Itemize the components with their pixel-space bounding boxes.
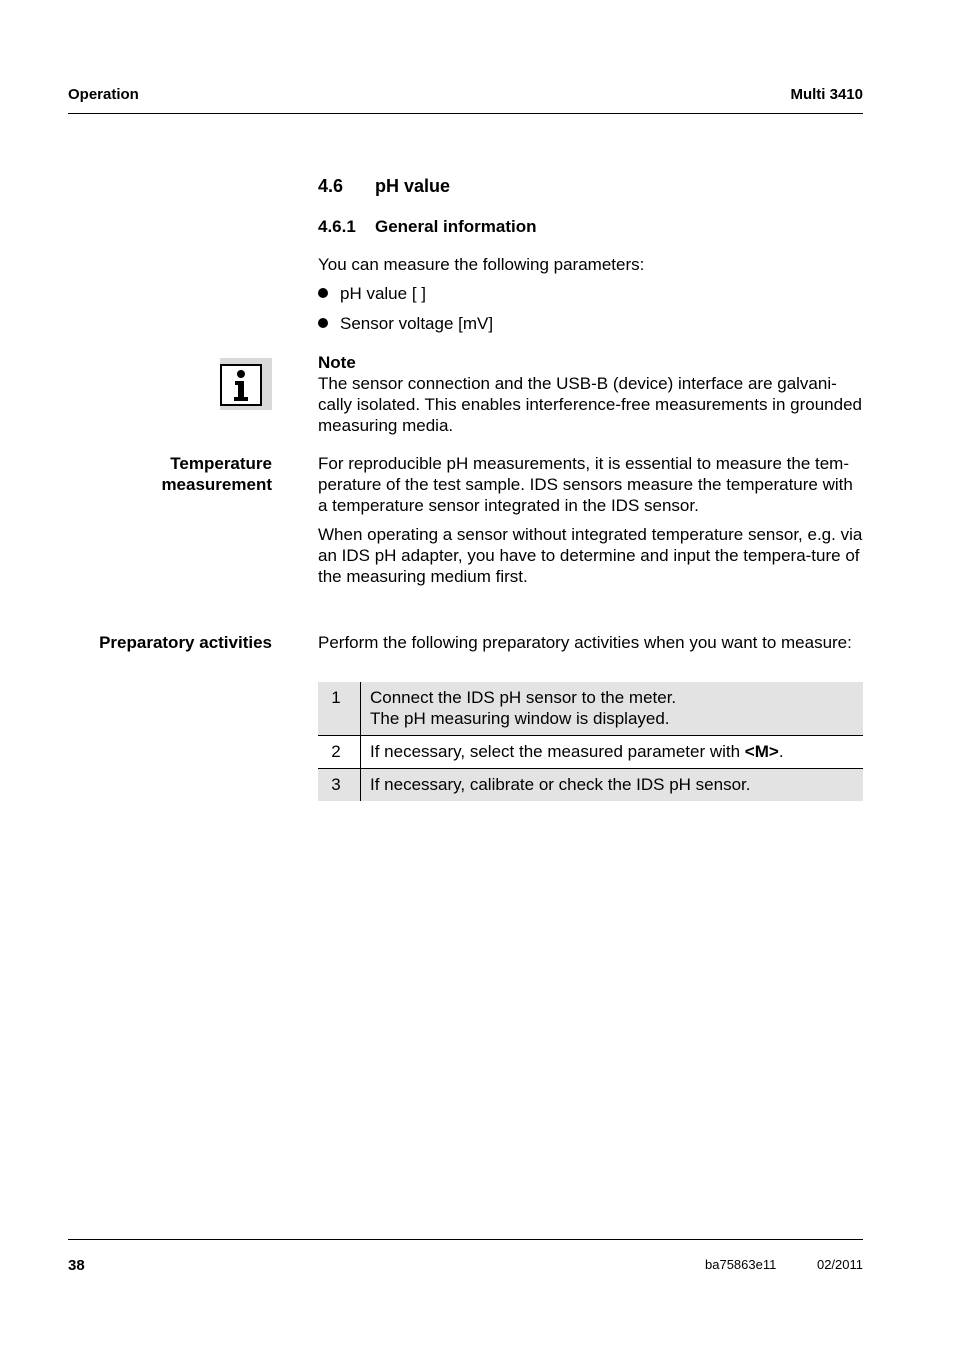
bullet-icon bbox=[318, 288, 328, 298]
footer-rule bbox=[68, 1239, 863, 1240]
info-icon bbox=[220, 358, 272, 410]
bullet-icon bbox=[318, 318, 328, 328]
section-heading bbox=[318, 176, 450, 197]
step-number: 3 bbox=[318, 769, 361, 802]
step-text-line1: Connect the IDS pH sensor to the meter. bbox=[370, 688, 677, 707]
steps-table bbox=[318, 682, 863, 801]
note-title: Note bbox=[318, 353, 356, 372]
table-row bbox=[318, 769, 863, 802]
list-item bbox=[318, 313, 493, 334]
table-row bbox=[318, 736, 863, 769]
page-number: 38 bbox=[68, 1257, 85, 1274]
step-text bbox=[361, 736, 864, 769]
step-text: If necessary, calibrate or check the IDS pH sensor. bbox=[361, 769, 864, 802]
note-text: The sensor connection and the USB-B (device) interface are galvani-cally isolated. This enables interference-free measurements in grounded measuring media. bbox=[318, 374, 862, 435]
step-text bbox=[361, 682, 864, 736]
temperature-label-line2: measurement bbox=[161, 475, 272, 494]
header-section: Operation bbox=[68, 86, 139, 103]
table-row bbox=[318, 682, 863, 736]
key-label: <M> bbox=[744, 742, 779, 761]
temperature-para-2: When operating a sensor without integrated temperature sensor, e.g. via an IDS pH adapter, you have to determine and input the tempera-ture of the measuring medium first. bbox=[318, 525, 863, 586]
intro-text: You can measure the following parameters: bbox=[318, 255, 645, 274]
temperature-label-line1: Temperature bbox=[170, 454, 272, 473]
document-date: 02/2011 bbox=[816, 1257, 863, 1272]
section-number: 4.6 bbox=[318, 176, 344, 196]
header-product: Multi 3410 bbox=[790, 86, 863, 103]
list-item bbox=[318, 283, 426, 304]
step-text-before: If necessary, select the measured parameter with bbox=[370, 742, 745, 761]
temperature-para-1: For reproducible pH measurements, it is essential to measure the tem-perature of the test sample. IDS sensors measure the temperature with a temperature sensor integrated in the IDS sensor. bbox=[318, 454, 853, 515]
subsection-number: 4.6.1 bbox=[318, 217, 356, 236]
header-rule bbox=[68, 113, 863, 114]
step-text-after: . bbox=[778, 742, 784, 761]
step-text-line2: The pH measuring window is displayed. bbox=[370, 709, 670, 728]
step-number: 1 bbox=[318, 682, 361, 736]
document-id: ba75863e11 bbox=[705, 1257, 777, 1272]
step-number: 2 bbox=[318, 736, 361, 769]
preparatory-label: Preparatory activities bbox=[99, 633, 272, 652]
list-item-label: pH value [ ] bbox=[340, 284, 426, 303]
temperature-label bbox=[161, 453, 272, 495]
subsection-heading bbox=[318, 217, 537, 237]
list-item-label: Sensor voltage [mV] bbox=[340, 314, 494, 333]
subsection-title: General information bbox=[375, 217, 537, 236]
preparatory-intro: Perform the following preparatory activities when you want to measure: bbox=[318, 633, 852, 652]
section-title: pH value bbox=[375, 176, 451, 196]
